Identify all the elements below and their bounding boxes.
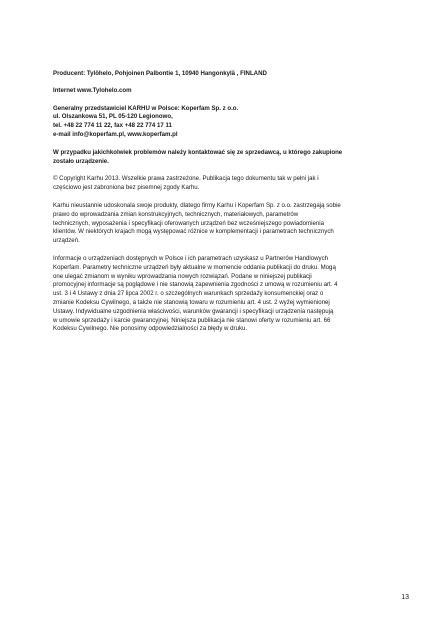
legal-line: Koperfam. Parametry techniczne urządzeń były aktualne w momencie oddania publikacji do druku. Mogą [53, 263, 336, 271]
representative-block [53, 105, 403, 140]
representative-line: Generalny przedstawiciel KARHU w Polsce: Koperfam Sp. z o.o. [53, 104, 239, 112]
document-page [53, 70, 403, 343]
internet-text: Internet www.Tylohelo.com [53, 86, 132, 94]
copyright-notice [53, 175, 403, 193]
internet-line [53, 87, 403, 96]
legal-line: Informacje o urządzeniach dostępnych w Polsce i ich parametrach uzyskasz u Partnerów Handlowych [53, 254, 329, 262]
legal-line: Ustawy. Indywidualne uzgodnienia właściwości, warunków gwarancji i specyfikacji urządzenia następują [53, 307, 334, 315]
improvement-line: Karhu nieustannie udoskonala swoje produkty, dlatego firmy Karhu i Koperfam Sp. z o.o. zastrzegają sobie [53, 201, 341, 209]
problems-notice-line: W przypadku jakichkolwiek problemów należy kontaktować się ze sprzedawcą, u którego zakupione [53, 148, 343, 156]
problems-notice-line: zostało urządzenie. [53, 157, 109, 165]
legal-notice [53, 255, 403, 334]
legal-line: zmianie Kodeksu Cywilnego, a także nie stanowią towaru w rozumieniu art. 4 ust. 2 wyżej wymienionej [53, 298, 330, 306]
legal-line: promocyjnej informacje są poglądowe i nie stanowią zapewnienia zgodności z umową w rozumieniu art. 4 [53, 281, 338, 289]
representative-line: e-mail info@koperfam.pl, www.koperfam.pl [53, 130, 178, 138]
legal-line: one ulegać zmianom w wyniku wprowadzania nowych rozwiązań. Podane w niniejszej publikacji [53, 272, 312, 280]
legal-line: ust. 3 i 4 Ustawy z dnia 27 lipca 2002 r. o szczególnych warunkach sprzedaży konsumenckiej oraz o [53, 290, 324, 298]
representative-line: tel. +48 22 774 11 22, fax +48 22 774 17 11 [53, 122, 172, 130]
improvement-line: technicznych, wyposażenia i specyfikacji oferowanych urządzeń bez wcześniejszego powiadomienia [53, 219, 324, 227]
legal-line: w umowie sprzedaży i karcie gwarancyjnej. Niniejsza publikacja nie stanowi oferty w rozumieniu art. 66 [53, 316, 331, 324]
producer-text: Producent: Tylöhelo, Pohjoinen Palbontie 1, 10940 Hangonkylä , FINLAND [53, 70, 267, 77]
page-number: 13 [401, 594, 409, 601]
representative-line: ul. Olszankowa 51, PL 05-120 Legionowo, [53, 113, 173, 121]
problems-notice [53, 149, 403, 167]
producer-line [53, 70, 403, 79]
improvement-notice [53, 202, 403, 246]
legal-line: Kodeksu Cywilnego. Nie ponosimy odpowiedzialności za błędy w druku. [53, 325, 248, 333]
copyright-line: częściowo jest zabroniona bez pisemnej zgody Karhu. [53, 184, 200, 192]
improvement-line: urządzeń. [53, 237, 80, 245]
copyright-line: © Copyright Karhu 2013. Wszelkie prawa zastrzeżone. Publikacja tego dokumentu tak w pełni jak i [53, 175, 319, 183]
improvement-line: prawo do wprowadzania zmian konstrukcyjnych, technicznych, materiałowych, parametrów [53, 210, 299, 218]
improvement-line: klientów. W niektórych krajach mogą występować różnice w komplementacji i parametrach technicznych [53, 228, 334, 236]
